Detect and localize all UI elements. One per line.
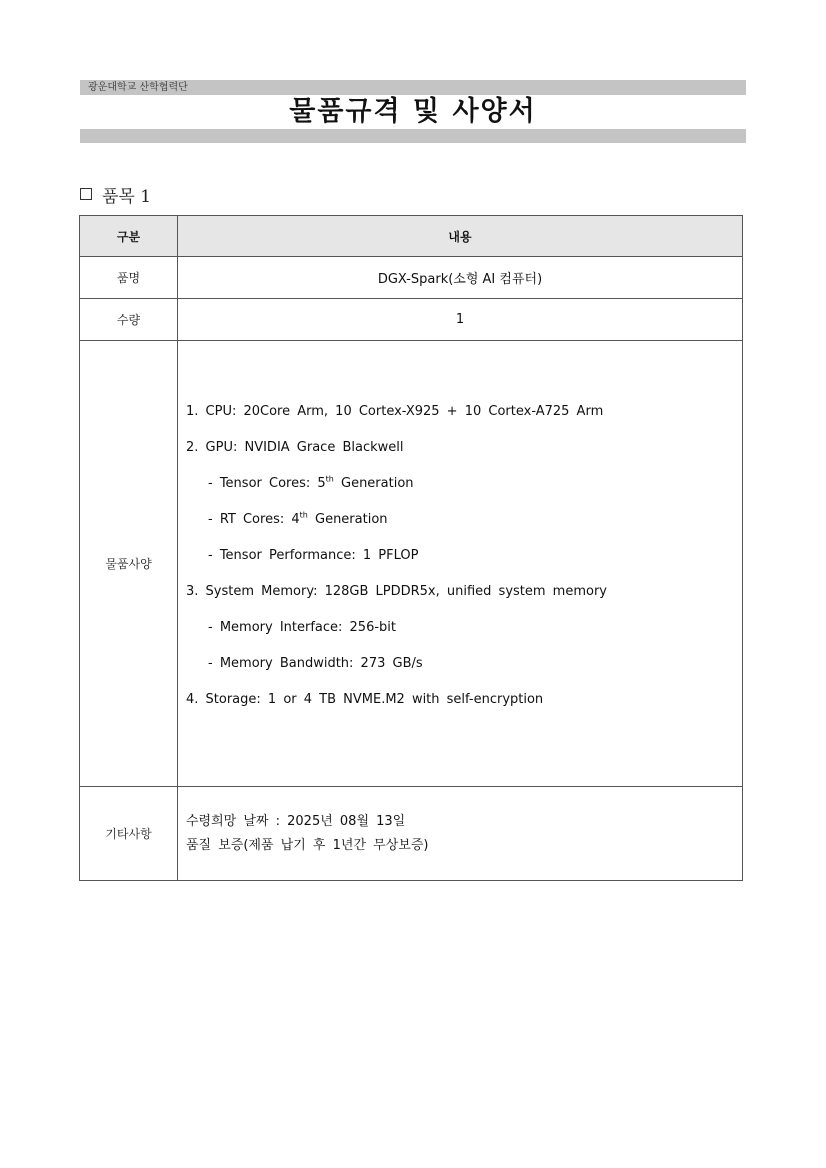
spec-tensor-cores-prefix: - Tensor Cores: 5	[208, 475, 326, 491]
spec-gpu: 2. GPU: NVIDIA Grace Blackwell	[186, 439, 404, 455]
table-row-quantity	[80, 299, 743, 341]
table-row-specs	[80, 341, 743, 787]
table-row-item-name	[80, 257, 743, 299]
delivery-date-line: 수령희망 날짜 : 2025년 08월 13일	[186, 813, 406, 829]
title-underline-bar	[80, 129, 746, 143]
spec-memory: 3. System Memory: 128GB LPDDR5x, unified system memory	[186, 583, 607, 599]
item-name-label: 품명	[80, 257, 178, 299]
item-section-heading	[80, 182, 151, 206]
spec-rt-cores-sup: th	[299, 510, 308, 520]
other-content	[178, 787, 743, 881]
header-category: 구분	[80, 216, 178, 257]
spec-cpu: 1. CPU: 20Core Arm, 10 Cortex-X925 + 10 Cortex-A725 Arm	[186, 403, 604, 419]
checkbox-square-icon	[80, 188, 92, 200]
quantity-label: 수량	[80, 299, 178, 341]
spec-table	[79, 215, 743, 881]
table-header-row	[80, 216, 743, 257]
spec-rt-cores-prefix: - RT Cores: 4	[208, 511, 300, 527]
org-label: 광운대학교 산학협력단	[88, 82, 188, 93]
spec-tensor-cores	[186, 474, 742, 510]
spec-rt-cores	[186, 510, 742, 546]
spec-tensor-cores-sup: th	[325, 474, 334, 484]
table-row-other	[80, 787, 743, 881]
spec-memory-interface: - Memory Interface: 256-bit	[208, 619, 397, 635]
spec-tensor-cores-suffix: Generation	[333, 475, 414, 491]
item-section-label: 품목 1	[102, 186, 152, 207]
spec-tensor-performance: - Tensor Performance: 1 PFLOP	[208, 547, 419, 563]
specs-label: 물품사양	[80, 341, 178, 787]
org-header-bar	[80, 80, 746, 95]
spec-storage: 4. Storage: 1 or 4 TB NVME.M2 with self-encryption	[186, 691, 544, 707]
specs-content	[178, 341, 743, 787]
header-content: 내용	[178, 216, 743, 257]
spec-memory-bandwidth: - Memory Bandwidth: 273 GB/s	[208, 655, 423, 671]
document-title: 물품규격 및 사양서	[289, 96, 537, 127]
quantity-value: 1	[178, 299, 743, 341]
item-name-value: DGX-Spark(소형 AI 컴퓨터)	[178, 257, 743, 299]
spec-rt-cores-suffix: Generation	[307, 511, 388, 527]
spec-list	[178, 402, 742, 726]
other-label: 기타사항	[80, 787, 178, 881]
warranty-line: 품질 보증(제품 납기 후 1년간 무상보증)	[186, 837, 429, 853]
other-lines	[178, 810, 742, 858]
